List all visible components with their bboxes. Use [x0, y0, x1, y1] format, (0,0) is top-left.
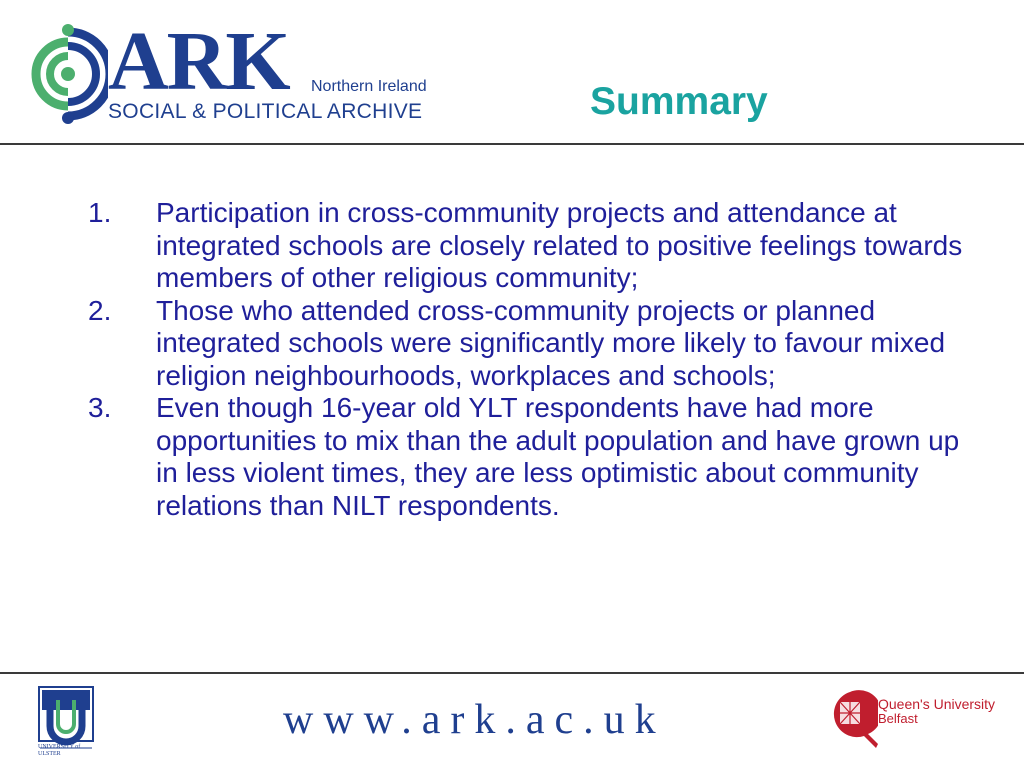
slide-title: Summary: [590, 80, 768, 123]
ark-emblem-icon: [28, 24, 108, 124]
list-item: [84, 197, 984, 295]
list-item-number: 1.: [88, 197, 112, 228]
ark-logo-region: Northern Ireland: [311, 78, 427, 95]
summary-list: [84, 197, 984, 522]
list-item-number: 2.: [88, 294, 112, 326]
ark-logo-archive-name: SOCIAL & POLITICAL ARCHIVE: [108, 100, 423, 123]
footer-divider: [0, 672, 1024, 674]
list-item-text: Those who attended cross-community projects or planned integrated schools were significantly more likely to favour mixed religion neighbourhoods, workplaces and schools;: [156, 294, 946, 391]
ulster-logo-text: UNIVERSITY of ULSTER: [38, 744, 81, 757]
header-divider: [0, 143, 1024, 145]
website-url[interactable]: www.ark.ac.uk: [283, 697, 666, 743]
qub-city: Belfast: [878, 711, 918, 726]
qub-name: Queen's University: [878, 696, 996, 712]
ark-logo-word: ARK: [108, 15, 289, 108]
list-item-number: 3.: [88, 392, 112, 423]
list-item: [84, 295, 984, 393]
qub-crest-icon: [822, 688, 878, 752]
list-item-text: Even though 16-year old YLT respondents have had more opportunities to mix than the adult population and have grown up in less violent times, they are less optimistic about community relations than NILT respondents.: [156, 392, 960, 521]
list-item: [84, 392, 984, 522]
list-item-text: Participation in cross-community projects and attendance at integrated schools are closely related to positive feelings towards members of other religious community;: [156, 197, 963, 293]
